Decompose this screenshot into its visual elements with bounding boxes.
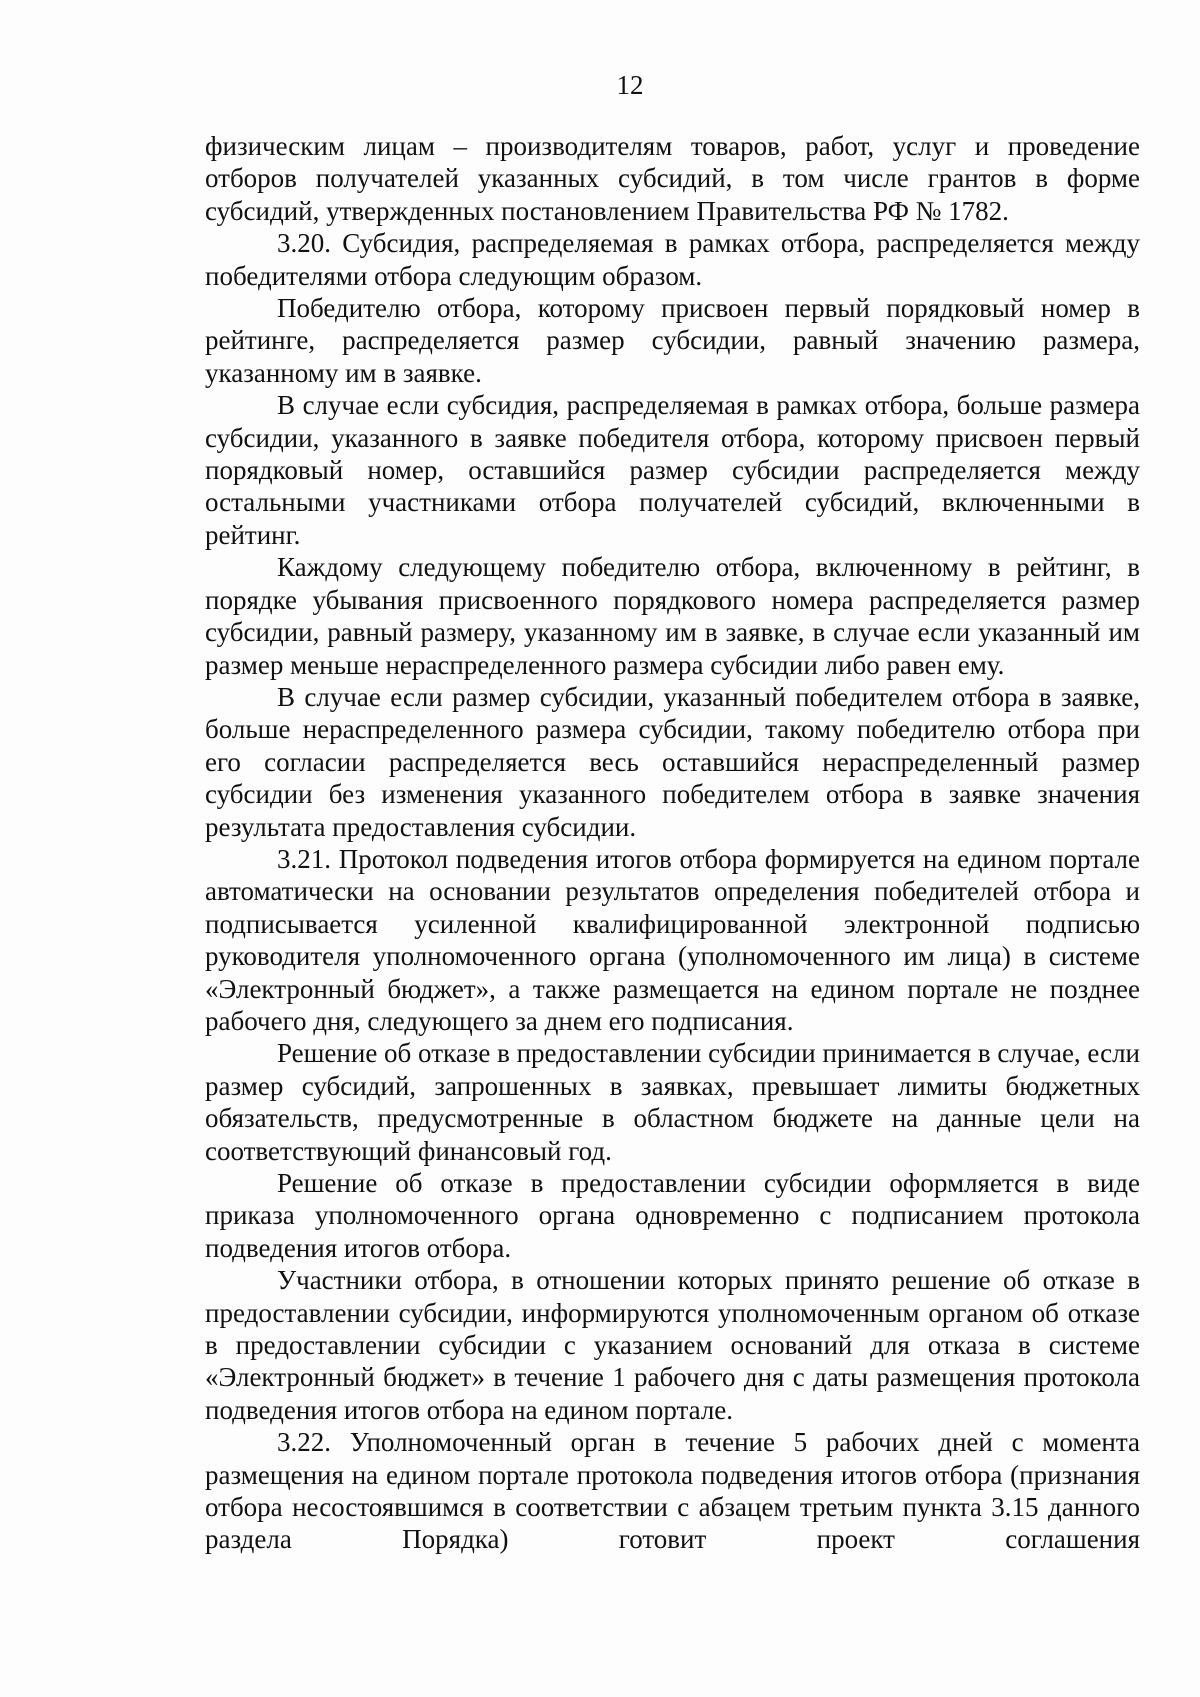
paragraph-3-21: 3.21. Протокол подведения итогов отбора формируется на едином портале автоматически на основании результатов определения победителей отбора и подписывается усиленной квалифицированной электронной подписью руководителя уполномоченного органа (уполномоченного им лица) в системе «Электронный бюджет», а также размещается на едином портале не позднее рабочего дня, следующего за днем его подписания. (205, 843, 1140, 1036)
paragraph-next-winner: Каждому следующему победителю отбора, включенному в рейтинг, в порядке убывания присвоенного порядкового номера распределяется размер субсидии, равный размеру, указанному им в заявке, в случае если указанный им размер меньше нераспределенного размера субсидии либо равен ему. (205, 552, 1140, 680)
paragraph-3-20: 3.20. Субсидия, распределяемая в рамках отбора, распределяется между победителями отбора следующим образом. (205, 228, 1140, 291)
paragraph-continuation: физическим лицам – производителям товаров, работ, услуг и проведение отборов получателей указанных субсидий, в том числе грантов в форме субсидий, утвержденных постановлением Правительства РФ № 1782. (205, 131, 1140, 226)
paragraph-refusal-order: Решение об отказе в предоставлении субсидии оформляется в виде приказа уполномоченного органа одновременно с подписанием протокола подведения итогов отбора. (205, 1168, 1140, 1263)
paragraph-3-22: 3.22. Уполномоченный орган в течение 5 рабочих дней с момента размещения на едином портале протокола подведения итогов отбора (признания отбора несостоявшимся в соответствии с абзацем третьим пункта 3.15 данного раздела Порядка) готовит проект соглашения (205, 1427, 1140, 1555)
document-body (205, 130, 1140, 1556)
paragraph-exceeding-request: В случае если размер субсидии, указанный победителем отбора в заявке, больше нераспределенного размера субсидии, такому победителю отбора при его согласии распределяется весь оставшийся нераспределенный размер субсидии без изменения указанного победителем отбора в заявке значения результата предоставления субсидии. (205, 681, 1140, 842)
page-number: 12 (616, 70, 644, 100)
paragraph-first-winner: Победителю отбора, которому присвоен первый порядковый номер в рейтинге, распределяется размер субсидии, равный значению размера, указанному им в заявке. (205, 293, 1140, 388)
paragraph-refusal-grounds: Решение об отказе в предоставлении субсидии принимается в случае, если размер субсидий, запрошенных в заявках, превышает лимиты бюджетных обязательств, предусмотренные в областном бюджете на данные цели на соответствующий финансовый год. (205, 1038, 1140, 1166)
paragraph-participants-notified: Участники отбора, в отношении которых принято решение об отказе в предоставлении субсидии, информируются уполномоченным органом об отказе в предоставлении субсидии с указанием оснований для отказа в системе «Электронный бюджет» в течение 1 рабочего дня с даты размещения протокола подведения итогов отбора на едином портале. (205, 1265, 1140, 1425)
paragraph-remaining-subsidy: В случае если субсидия, распределяемая в рамках отбора, больше размера субсидии, указанного в заявке победителя отбора, которому присвоен первый порядковый номер, оставшийся размер субсидии распределяется между остальными участниками отбора получателей субсидий, включенными в рейтинг. (205, 390, 1140, 550)
